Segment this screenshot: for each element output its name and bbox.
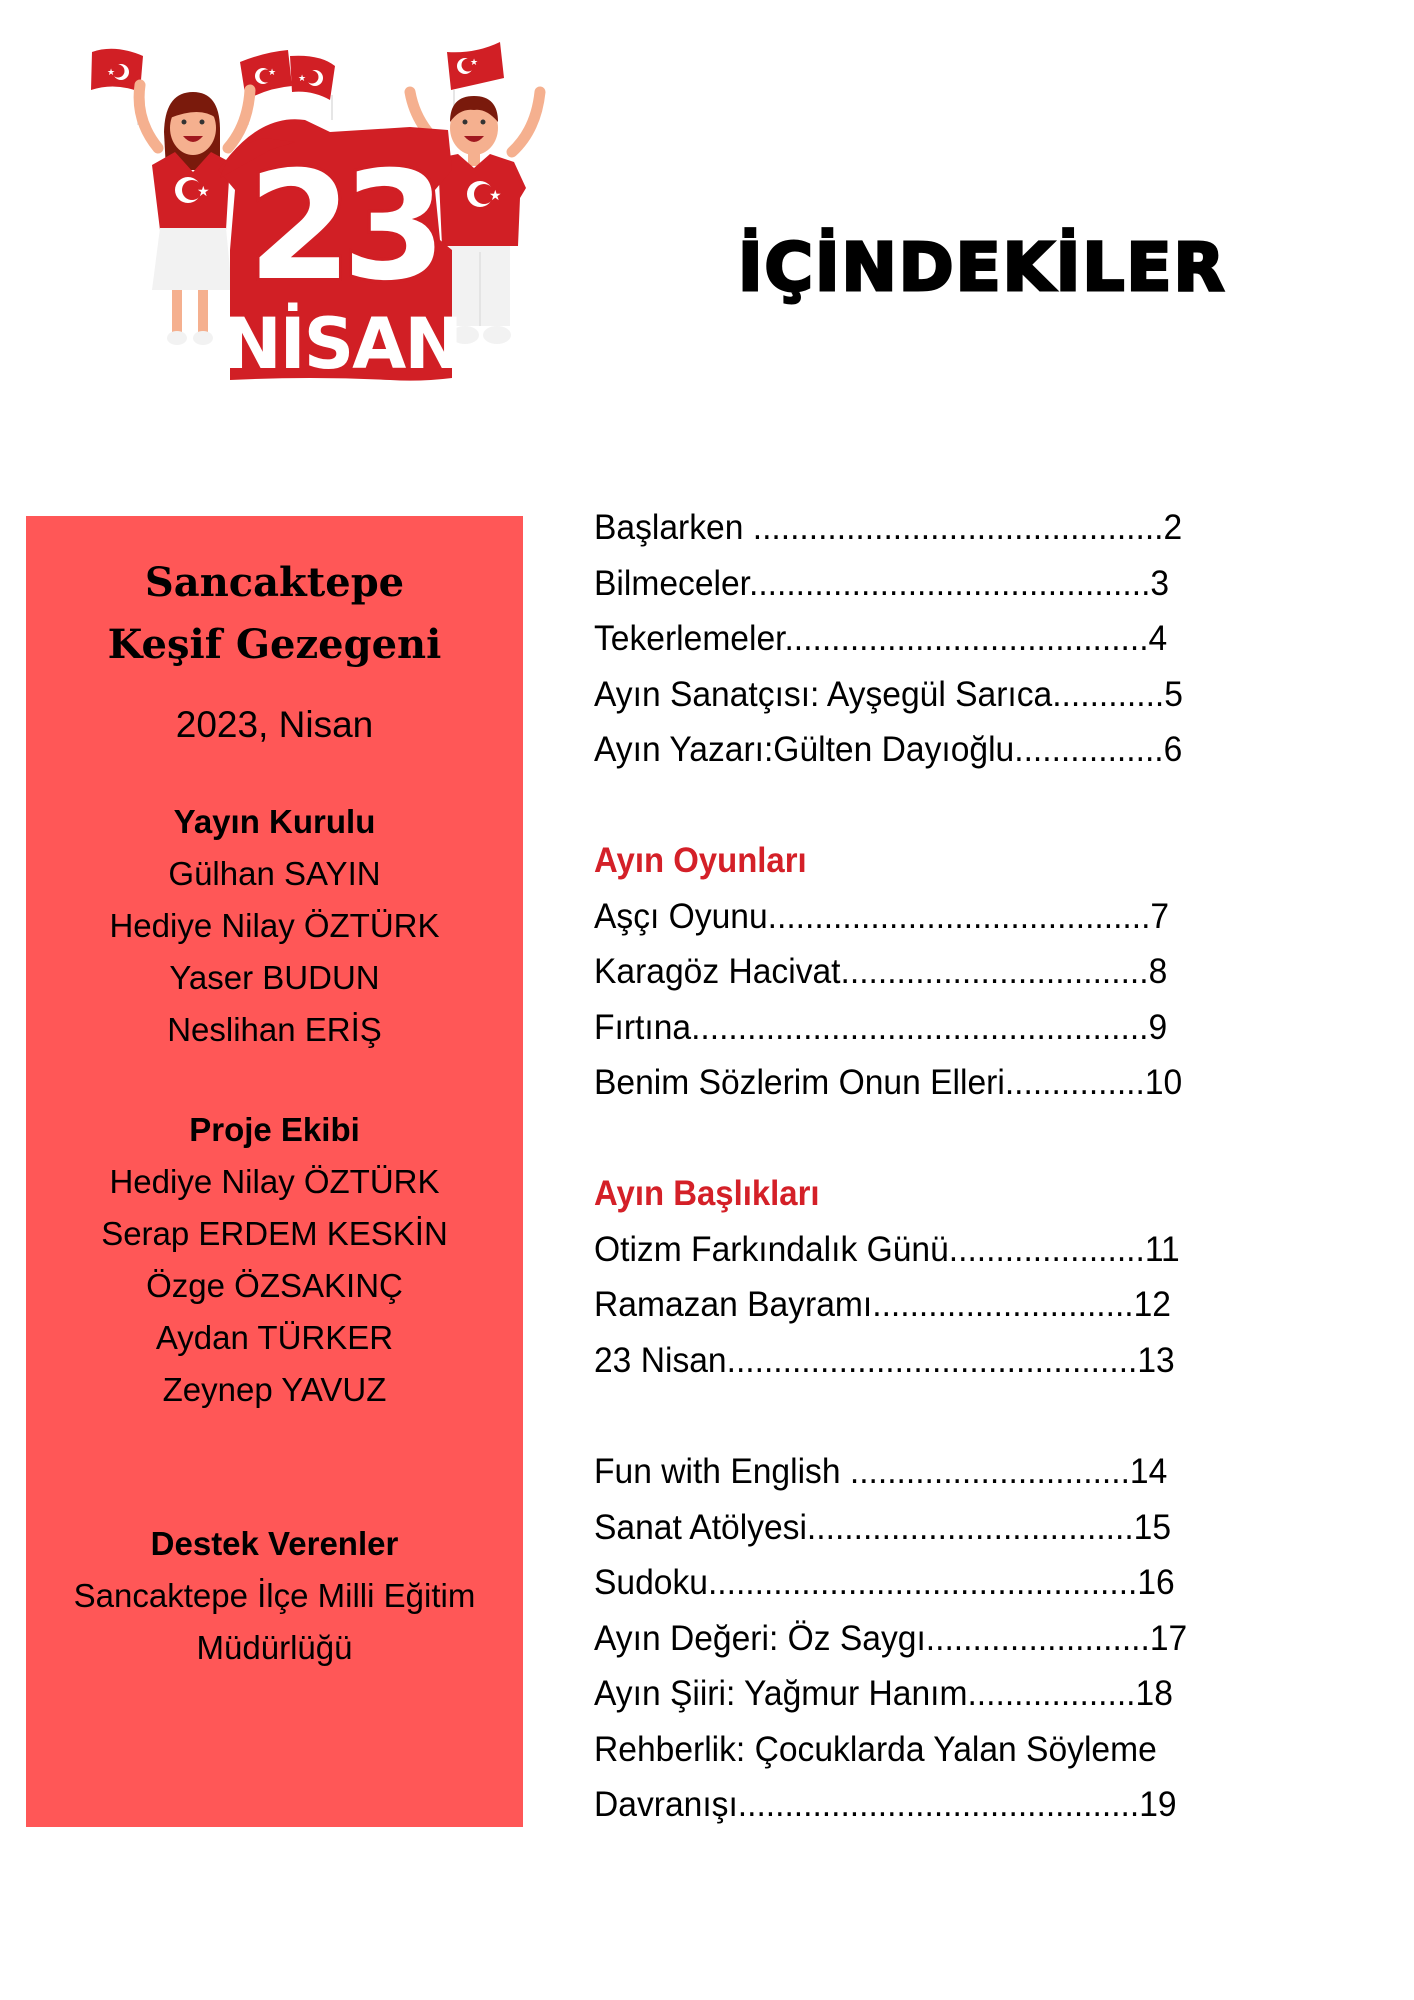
svg-text:★: ★ [197,184,210,200]
table-of-contents [594,500,1314,1833]
supporter-name: Müdürlüğü [196,1629,353,1666]
23-nisan-logo [80,30,680,430]
member-name: Özge ÖZSAKINÇ [146,1267,403,1304]
masthead-panel [26,516,523,1827]
member-name: Aydan TÜRKER [155,1319,394,1356]
toc-entry[interactable]: Ayın Sanatçısı: Ayşegül Sarıca............5 [594,674,1183,714]
magazine-title-line1: Sancaktepe [144,559,405,606]
member-name: Gülhan SAYIN [168,855,381,892]
toc-entry[interactable]: Benim Sözlerim Onun Elleri...............10 [594,1063,1183,1102]
toc-entry[interactable]: Ramazan Bayramı............................12 [594,1285,1172,1324]
toc-entry[interactable]: Aşçı Oyunu.........................................7 [594,896,1170,936]
turkish-flag-icon [290,56,335,120]
project-team [26,1104,523,1416]
spacer [594,1388,1314,1444]
svg-text:23: 23 [247,140,437,314]
toc-entry[interactable]: Rehberlik: Çocuklarda Yalan Söyleme [594,1729,1157,1769]
spacer [594,778,1314,834]
issue-date: 2023, Nisan [175,704,374,745]
toc-entry[interactable]: Başlarken ............................................2 [594,508,1183,547]
toc-entry[interactable]: Tekerlemeler.......................................4 [594,619,1168,658]
svg-text:★: ★ [489,188,502,204]
toc-entry[interactable]: Sanat Atölyesi...................................15 [594,1507,1172,1547]
svg-text:★: ★ [107,68,116,78]
member-name: Hediye Nilay ÖZTÜRK [109,907,440,944]
member-name: Zeynep YAVUZ [162,1371,387,1408]
23-nisan-emblem [218,119,461,385]
magazine-title-line2: Keşif Gezegeni [107,621,442,668]
page-title: İÇİNDEKİLER [738,229,1227,306]
supporter-name: Sancaktepe İlçe Milli Eğitim [73,1577,476,1614]
svg-text:★: ★ [470,58,479,68]
toc-entry[interactable]: Fun with English ..............................14 [594,1452,1168,1491]
magazine-title [26,552,523,676]
toc-entry[interactable]: Davranışı...........................................19 [594,1785,1177,1824]
svg-text:★: ★ [298,74,307,84]
section-heading-games: Ayın Oyunları [594,841,807,880]
section-heading-topics: Ayın Başlıkları [594,1174,820,1213]
toc-entry[interactable]: Bilmeceler...........................................3 [594,563,1170,603]
editorial-board [26,796,523,1056]
svg-text:★: ★ [268,68,277,78]
supporters [26,1518,523,1674]
member-name: Hediye Nilay ÖZTÜRK [109,1163,440,1200]
toc-entry[interactable]: Sudoku..............................................16 [594,1563,1175,1602]
toc-entry[interactable]: Karagöz Hacivat.................................8 [594,952,1168,991]
toc-entry[interactable]: Ayın Değeri: Öz Saygı........................17 [594,1618,1188,1658]
toc-entry[interactable]: 23 Nisan............................................13 [594,1340,1175,1380]
toc-entry[interactable]: Otizm Farkındalık Günü.....................11 [594,1229,1180,1269]
group-heading: Yayın Kurulu [173,803,376,840]
toc-entry[interactable]: Ayın Yazarı:Gülten Dayıoğlu................6 [594,730,1183,769]
member-name: Yaser BUDUN [169,959,380,996]
spacer [594,1111,1314,1167]
member-name: Neslihan ERİŞ [167,1011,382,1048]
member-name: Serap ERDEM KESKİN [101,1215,448,1252]
toc-entry[interactable]: Fırtına.................................................9 [594,1007,1168,1047]
group-heading: Destek Verenler [150,1525,399,1562]
svg-text:NİSAN: NİSAN [223,303,461,385]
group-heading: Proje Ekibi [189,1111,360,1148]
toc-entry[interactable]: Ayın Şiiri: Yağmur Hanım..................18 [594,1674,1173,1713]
